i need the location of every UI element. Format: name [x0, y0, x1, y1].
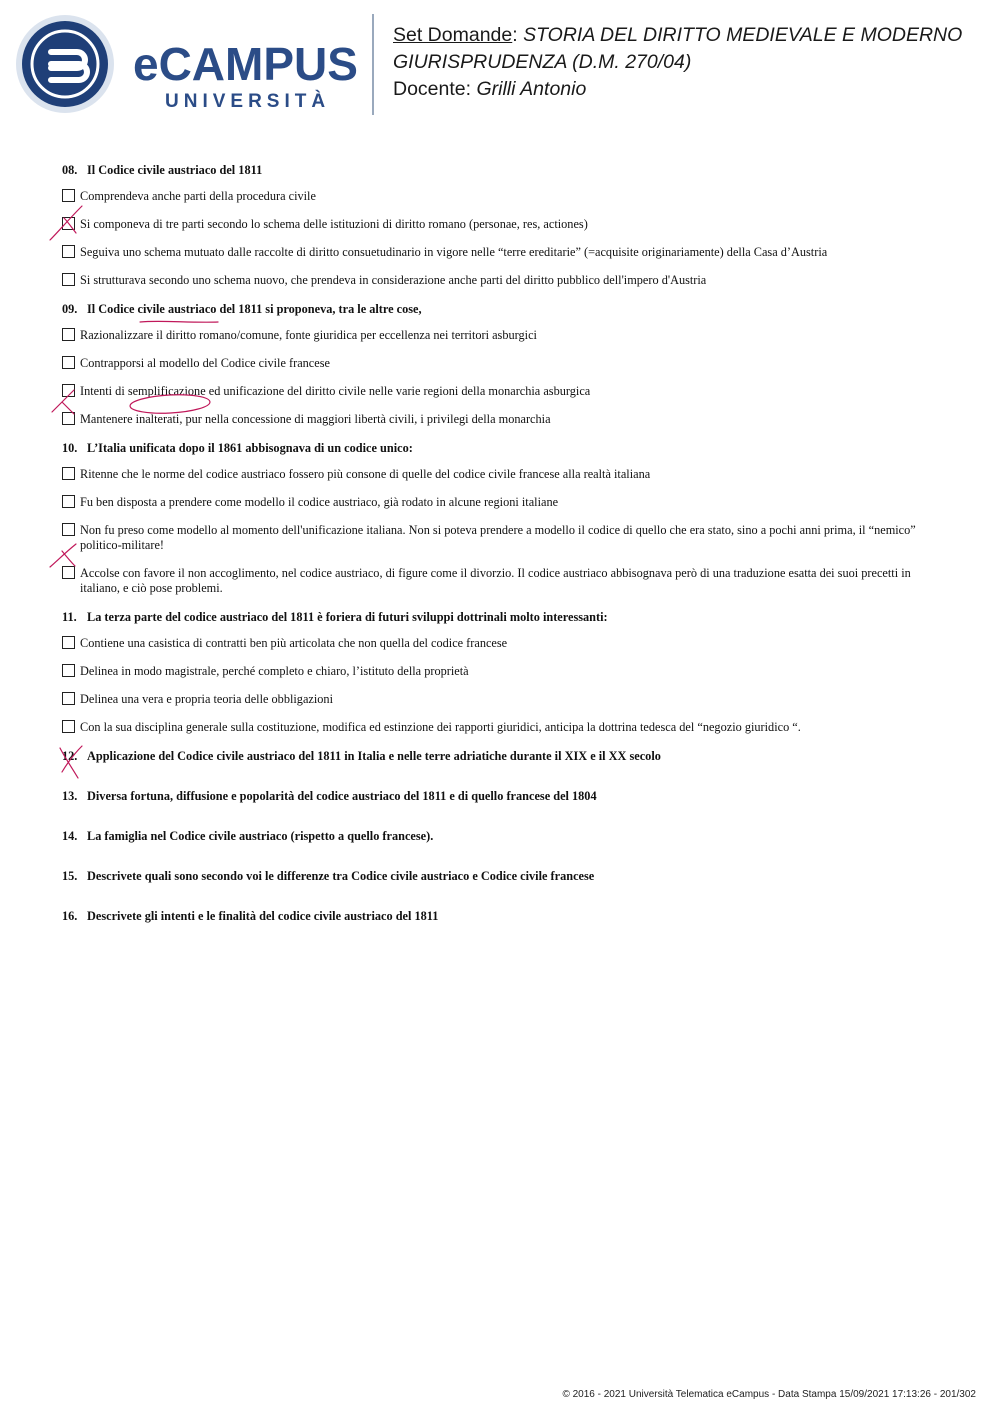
set-info: Set Domande: STORIA DEL DIRITTO MEDIEVALE E MODERNO GIURISPRUDENZA (D.M. 270/04) Docente: Grilli Antonio	[393, 24, 963, 100]
question-09	[62, 301, 942, 427]
answer-option: Fu ben disposta a prendere come modello il codice austriaco, già rodato in alcune regioni italiane	[62, 495, 942, 510]
answer-checkbox[interactable]	[62, 328, 75, 341]
answer-checkbox[interactable]	[62, 720, 75, 733]
set-title-line1: STORIA DEL DIRITTO MEDIEVALE E MODERNO	[523, 24, 963, 46]
answer-checkbox[interactable]	[62, 412, 75, 425]
answer-checkbox[interactable]	[62, 189, 75, 202]
page-footer: © 2016 - 2021 Università Telematica eCampus - Data Stampa 15/09/2021 17:13:26 - 201/302	[562, 1389, 976, 1400]
answer-option: Con la sua disciplina generale sulla costituzione, modifica ed estinzione dei rapporti giuridici, anticipa la dottrina tedesca del “negozio giuridico “.	[62, 720, 942, 735]
question-title: 11. La terza parte del codice austriaco del 1811 è foriera di futuri sviluppi dottrinali molto interessanti:	[62, 610, 608, 624]
answer-checkbox[interactable]	[62, 217, 75, 230]
open-question-13: 13. Diversa fortuna, diffusione e popolarità del codice austriaco del 1811 e di quello francese del 1804	[62, 789, 597, 803]
set-label: Set Domande	[393, 24, 513, 46]
answer-option: Delinea una vera e propria teoria delle obbligazioni	[62, 692, 942, 707]
answer-option: Delinea in modo magistrale, perché completo e chiaro, l’istituto della proprietà	[62, 664, 942, 679]
answer-option: Mantenere inalterati, pur nella concessione di maggiori libertà civili, i privilegi della monarchia	[62, 412, 942, 427]
answer-checkbox[interactable]	[62, 523, 75, 536]
answer-checkbox[interactable]	[62, 384, 75, 397]
question-title: 10. L’Italia unificata dopo il 1861 abbisognava di un codice unico:	[62, 441, 413, 455]
answer-checkbox[interactable]	[62, 664, 75, 677]
answer-option: Contiene una casistica di contratti ben più articolata che non quella del codice francese	[62, 636, 942, 651]
open-question-15: 15. Descrivete quali sono secondo voi le differenze tra Codice civile austriaco e Codice civile francese	[62, 869, 595, 883]
answer-checkbox[interactable]	[62, 566, 75, 579]
ecampus-logo	[15, 14, 360, 114]
question-10	[62, 440, 942, 596]
brand-sub: UNIVERSITÀ	[165, 91, 331, 112]
questions-content	[62, 162, 942, 948]
docente-name: Grilli Antonio	[476, 78, 587, 100]
question-title: 09. Il Codice civile austriaco del 1811 si proponeva, tra le altre cose,	[62, 302, 422, 316]
answer-option: Accolse con favore il non accoglimento, nel codice austriaco, di figure come il divorzio. Il codice austriaco abbisognava però di una traduzione esatta dei suoi precetti in italiano, e ciò pose problemi.	[62, 566, 942, 596]
question-title: 08. Il Codice civile austriaco del 1811	[62, 163, 263, 177]
answer-option: Non fu preso come modello al momento dell'unificazione italiana. Non si poteva prendere a modello il codice di quello che era stato, sino a pochi anni prima, il “nemico” politico-militare!	[62, 523, 942, 553]
open-question-14: 14. La famiglia nel Codice civile austriaco (rispetto a quello francese).	[62, 829, 434, 843]
set-title-line2: GIURISPRUDENZA (D.M. 270/04)	[393, 51, 692, 73]
answer-option: Si componeva di tre parti secondo lo schema delle istituzioni di diritto romano (personae, res, actiones)	[62, 217, 942, 232]
answer-option: Seguiva uno schema mutuato dalle raccolte di diritto consuetudinario in vigore nelle “terre ereditarie” (=acquisite originariamente) della Casa d’Austria	[62, 245, 942, 260]
answer-option: Comprendeva anche parti della procedura civile	[62, 189, 942, 204]
answer-checkbox[interactable]	[62, 245, 75, 258]
docente-label: Docente:	[393, 78, 472, 100]
open-question-12: 12. Applicazione del Codice civile austriaco del 1811 in Italia e nelle terre adriatiche durante il XIX e il XX secolo	[62, 749, 661, 763]
answer-checkbox[interactable]	[62, 495, 75, 508]
answer-option: Contrapporsi al modello del Codice civile francese	[62, 356, 942, 371]
question-11	[62, 609, 942, 735]
answer-checkbox[interactable]	[62, 467, 75, 480]
header-divider	[372, 14, 374, 115]
open-question-16: 16. Descrivete gli intenti e le finalità del codice civile austriaco del 1811	[62, 909, 439, 923]
brand-name: eCAMPUS	[133, 38, 358, 90]
answer-option: Ritenne che le norme del codice austriaco fossero più consone di quelle del codice civile francese alla realtà italiana	[62, 467, 942, 482]
question-08	[62, 162, 942, 288]
answer-checkbox[interactable]	[62, 356, 75, 369]
answer-checkbox[interactable]	[62, 273, 75, 286]
answer-option: Intenti di semplificazione ed unificazione del diritto civile nelle varie regioni della monarchia asburgica	[62, 384, 942, 399]
answer-option: Si strutturava secondo uno schema nuovo, che prendeva in considerazione anche parti del diritto pubblico dell'impero d'Austria	[62, 273, 942, 288]
answer-checkbox[interactable]	[62, 636, 75, 649]
answer-checkbox[interactable]	[62, 692, 75, 705]
answer-option: Razionalizzare il diritto romano/comune, fonte giuridica per eccellenza nei territori asburgici	[62, 328, 942, 343]
page-header	[0, 0, 1000, 125]
